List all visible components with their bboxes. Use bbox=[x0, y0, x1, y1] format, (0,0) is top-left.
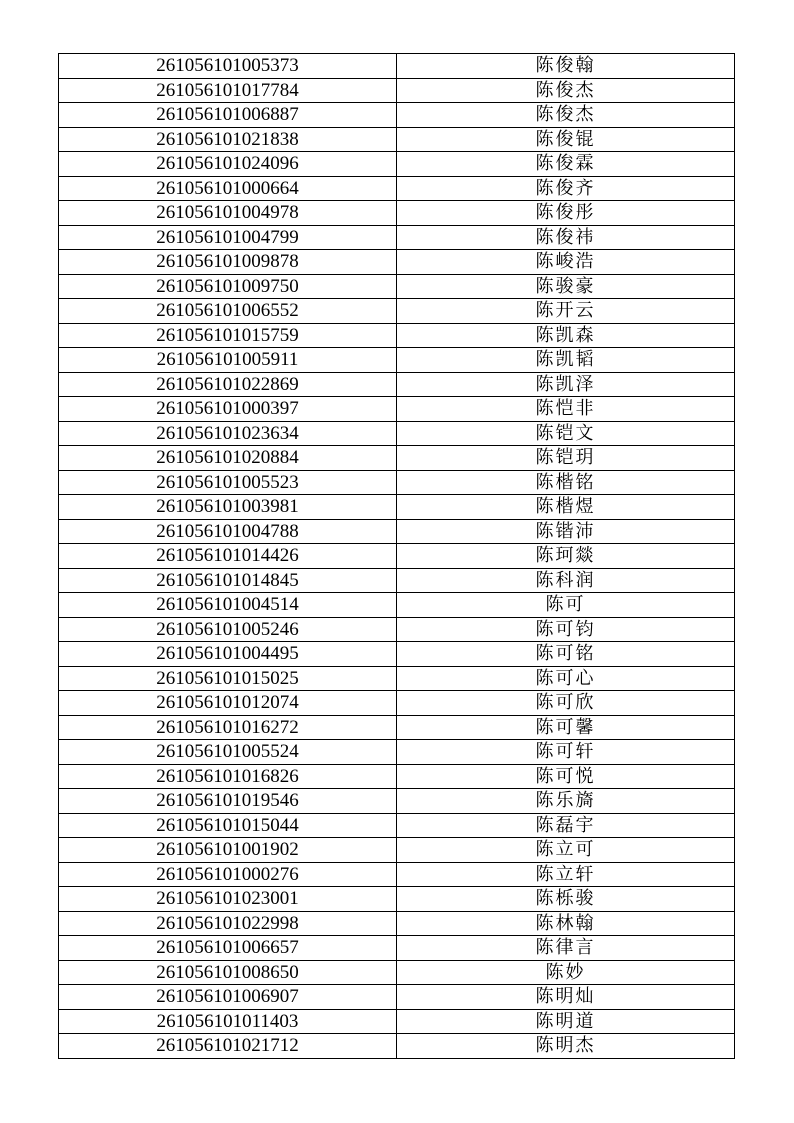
candidate-name-cell: 陈珂燚 bbox=[397, 544, 735, 569]
candidate-name-cell: 陈可欣 bbox=[397, 691, 735, 716]
candidate-name-cell: 陈铠文 bbox=[397, 421, 735, 446]
table-row bbox=[59, 985, 735, 1010]
candidate-id-cell: 261056101016826 bbox=[59, 764, 397, 789]
table-row bbox=[59, 176, 735, 201]
candidate-id-cell: 261056101001902 bbox=[59, 838, 397, 863]
candidate-id-cell: 261056101000664 bbox=[59, 176, 397, 201]
candidate-name-cell: 陈立轩 bbox=[397, 862, 735, 887]
candidate-name-cell: 陈科润 bbox=[397, 568, 735, 593]
candidate-name-cell: 陈俊霖 bbox=[397, 152, 735, 177]
table-row bbox=[59, 1009, 735, 1034]
table-row bbox=[59, 250, 735, 275]
candidate-name-cell: 陈可 bbox=[397, 593, 735, 618]
candidate-id-cell: 261056101000397 bbox=[59, 397, 397, 422]
roster-body bbox=[59, 54, 735, 1059]
candidate-id-cell: 261056101004514 bbox=[59, 593, 397, 618]
candidate-id-cell: 261056101012074 bbox=[59, 691, 397, 716]
candidate-id-cell: 261056101023001 bbox=[59, 887, 397, 912]
candidate-id-cell: 261056101005523 bbox=[59, 470, 397, 495]
candidate-id-cell: 261056101004978 bbox=[59, 201, 397, 226]
candidate-id-cell: 261056101006657 bbox=[59, 936, 397, 961]
candidate-name-cell: 陈可钧 bbox=[397, 617, 735, 642]
table-row bbox=[59, 617, 735, 642]
candidate-name-cell: 陈可心 bbox=[397, 666, 735, 691]
candidate-name-cell: 陈俊彤 bbox=[397, 201, 735, 226]
candidate-name-cell: 陈开云 bbox=[397, 299, 735, 324]
table-row bbox=[59, 78, 735, 103]
table-row bbox=[59, 274, 735, 299]
table-row bbox=[59, 201, 735, 226]
candidate-roster-table bbox=[58, 53, 735, 1059]
table-row bbox=[59, 936, 735, 961]
table-row bbox=[59, 740, 735, 765]
candidate-name-cell: 陈恺非 bbox=[397, 397, 735, 422]
candidate-name-cell: 陈俊祎 bbox=[397, 225, 735, 250]
table-row bbox=[59, 642, 735, 667]
table-row bbox=[59, 470, 735, 495]
candidate-id-cell: 261056101021712 bbox=[59, 1034, 397, 1059]
candidate-name-cell: 陈俊翰 bbox=[397, 54, 735, 79]
table-row bbox=[59, 1034, 735, 1059]
candidate-name-cell: 陈立可 bbox=[397, 838, 735, 863]
table-row bbox=[59, 127, 735, 152]
candidate-name-cell: 陈磊宇 bbox=[397, 813, 735, 838]
candidate-id-cell: 261056101021838 bbox=[59, 127, 397, 152]
candidate-name-cell: 陈峻浩 bbox=[397, 250, 735, 275]
candidate-id-cell: 261056101004799 bbox=[59, 225, 397, 250]
candidate-name-cell: 陈凯韬 bbox=[397, 348, 735, 373]
table-row bbox=[59, 911, 735, 936]
candidate-name-cell: 陈可悦 bbox=[397, 764, 735, 789]
candidate-id-cell: 261056101015025 bbox=[59, 666, 397, 691]
candidate-id-cell: 261056101000276 bbox=[59, 862, 397, 887]
candidate-name-cell: 陈律言 bbox=[397, 936, 735, 961]
candidate-id-cell: 261056101005373 bbox=[59, 54, 397, 79]
table-row bbox=[59, 54, 735, 79]
table-row bbox=[59, 691, 735, 716]
table-row bbox=[59, 152, 735, 177]
candidate-name-cell: 陈明道 bbox=[397, 1009, 735, 1034]
table-row bbox=[59, 568, 735, 593]
candidate-name-cell: 陈栎骏 bbox=[397, 887, 735, 912]
candidate-id-cell: 261056101005246 bbox=[59, 617, 397, 642]
candidate-id-cell: 261056101004495 bbox=[59, 642, 397, 667]
candidate-name-cell: 陈林翰 bbox=[397, 911, 735, 936]
candidate-id-cell: 261056101004788 bbox=[59, 519, 397, 544]
candidate-name-cell: 陈乐旖 bbox=[397, 789, 735, 814]
candidate-id-cell: 261056101014426 bbox=[59, 544, 397, 569]
candidate-name-cell: 陈俊杰 bbox=[397, 103, 735, 128]
table-row bbox=[59, 715, 735, 740]
table-row bbox=[59, 813, 735, 838]
table-row bbox=[59, 887, 735, 912]
table-row bbox=[59, 764, 735, 789]
candidate-id-cell: 261056101020884 bbox=[59, 446, 397, 471]
table-row bbox=[59, 495, 735, 520]
candidate-name-cell: 陈可铭 bbox=[397, 642, 735, 667]
candidate-id-cell: 261056101011403 bbox=[59, 1009, 397, 1034]
table-row bbox=[59, 519, 735, 544]
candidate-name-cell: 陈凯森 bbox=[397, 323, 735, 348]
table-row bbox=[59, 666, 735, 691]
table-row bbox=[59, 103, 735, 128]
table-row bbox=[59, 421, 735, 446]
table-row bbox=[59, 593, 735, 618]
candidate-name-cell: 陈楷煜 bbox=[397, 495, 735, 520]
candidate-name-cell: 陈俊齐 bbox=[397, 176, 735, 201]
candidate-name-cell: 陈骏豪 bbox=[397, 274, 735, 299]
table-row bbox=[59, 323, 735, 348]
candidate-id-cell: 261056101006887 bbox=[59, 103, 397, 128]
candidate-name-cell: 陈可轩 bbox=[397, 740, 735, 765]
candidate-id-cell: 261056101008650 bbox=[59, 960, 397, 985]
candidate-name-cell: 陈俊锟 bbox=[397, 127, 735, 152]
candidate-id-cell: 261056101014845 bbox=[59, 568, 397, 593]
table-row bbox=[59, 446, 735, 471]
table-row bbox=[59, 348, 735, 373]
candidate-name-cell: 陈俊杰 bbox=[397, 78, 735, 103]
candidate-id-cell: 261056101022998 bbox=[59, 911, 397, 936]
table-row bbox=[59, 372, 735, 397]
table-row bbox=[59, 225, 735, 250]
candidate-id-cell: 261056101015759 bbox=[59, 323, 397, 348]
candidate-name-cell: 陈铠玥 bbox=[397, 446, 735, 471]
candidate-id-cell: 261056101024096 bbox=[59, 152, 397, 177]
candidate-id-cell: 261056101019546 bbox=[59, 789, 397, 814]
candidate-id-cell: 261056101017784 bbox=[59, 78, 397, 103]
candidate-id-cell: 261056101015044 bbox=[59, 813, 397, 838]
candidate-id-cell: 261056101016272 bbox=[59, 715, 397, 740]
candidate-name-cell: 陈楷铭 bbox=[397, 470, 735, 495]
table-row bbox=[59, 862, 735, 887]
candidate-name-cell: 陈锴沛 bbox=[397, 519, 735, 544]
table-row bbox=[59, 789, 735, 814]
table-row bbox=[59, 397, 735, 422]
candidate-name-cell: 陈明灿 bbox=[397, 985, 735, 1010]
candidate-id-cell: 261056101006552 bbox=[59, 299, 397, 324]
candidate-id-cell: 261056101003981 bbox=[59, 495, 397, 520]
table-row bbox=[59, 838, 735, 863]
candidate-name-cell: 陈明杰 bbox=[397, 1034, 735, 1059]
table-row bbox=[59, 960, 735, 985]
candidate-id-cell: 261056101006907 bbox=[59, 985, 397, 1010]
candidate-name-cell: 陈妙 bbox=[397, 960, 735, 985]
candidate-id-cell: 261056101009878 bbox=[59, 250, 397, 275]
candidate-id-cell: 261056101005524 bbox=[59, 740, 397, 765]
candidate-name-cell: 陈可馨 bbox=[397, 715, 735, 740]
candidate-id-cell: 261056101023634 bbox=[59, 421, 397, 446]
candidate-name-cell: 陈凯泽 bbox=[397, 372, 735, 397]
candidate-id-cell: 261056101005911 bbox=[59, 348, 397, 373]
table-row bbox=[59, 299, 735, 324]
candidate-id-cell: 261056101022869 bbox=[59, 372, 397, 397]
candidate-id-cell: 261056101009750 bbox=[59, 274, 397, 299]
table-row bbox=[59, 544, 735, 569]
